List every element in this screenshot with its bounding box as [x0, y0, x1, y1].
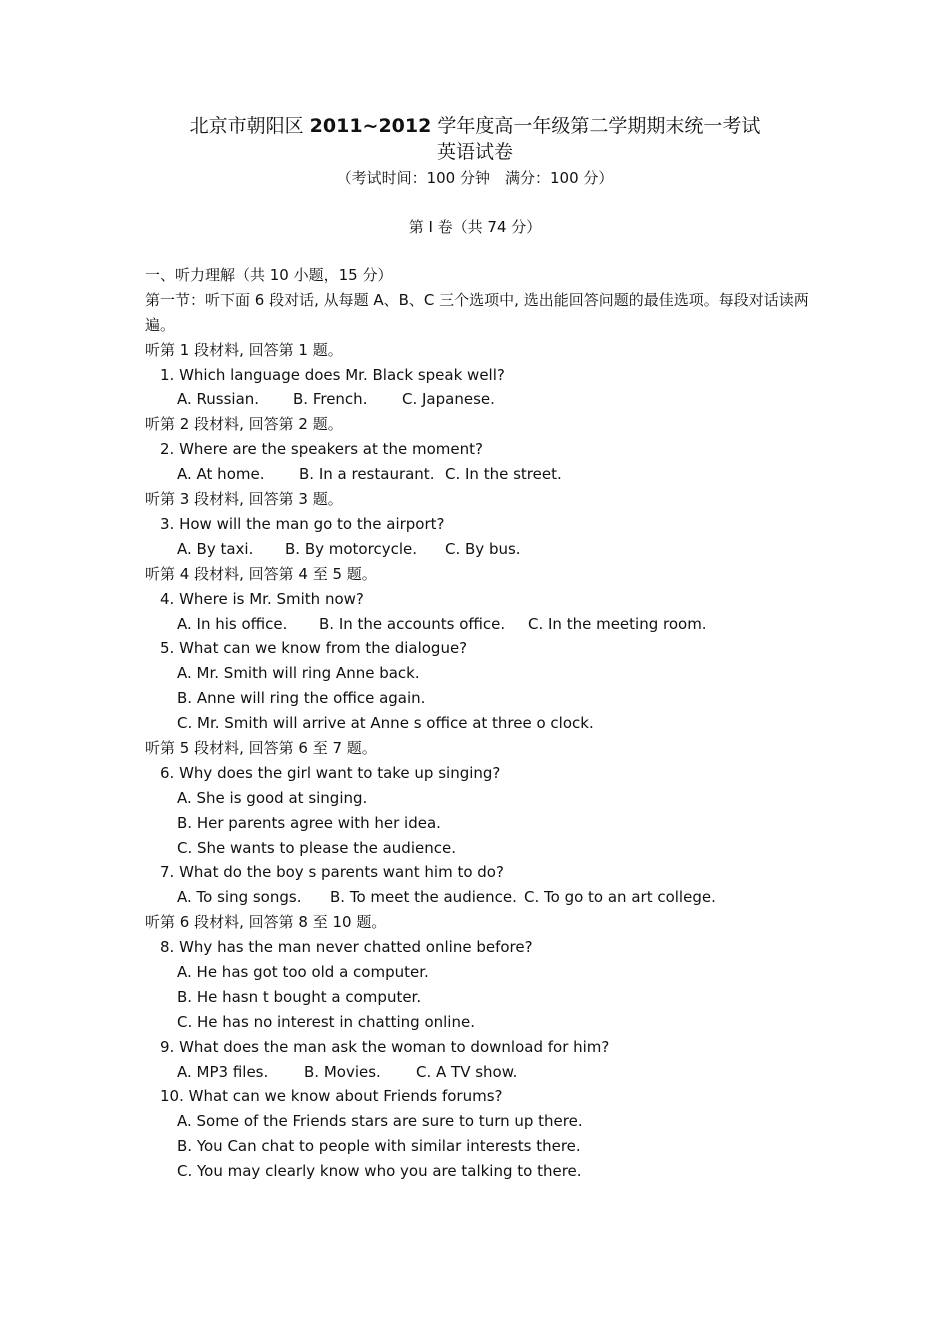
option-a: A. He has got too old a computer.	[177, 962, 429, 981]
option-c: C. A TV show.	[416, 1062, 518, 1081]
section-instruction: 第一节：听下面 6 段对话, 从每题 A、B、C 三个选项中, 选出能回答问题的最佳选项。每段对话读两遍。	[145, 290, 809, 334]
title-suffix: 学年度高一年级第二学期期末统一考试	[431, 115, 761, 137]
title-years: 2011~2012	[309, 115, 432, 137]
option-b: B. Movies.	[304, 1062, 381, 1081]
question-text: 1. Which language does Mr. Black speak well?	[160, 365, 505, 384]
question-text: 4. Where is Mr. Smith now?	[160, 589, 364, 608]
question-text: 2. Where are the speakers at the moment?	[160, 440, 483, 459]
question-text: 7. What do the boy s parents want him to do?	[160, 863, 504, 882]
group-label: 听第 3 段材料, 回答第 3 题。	[145, 490, 343, 509]
option-b: B. You Can chat to people with similar interests there.	[177, 1137, 581, 1156]
option-c: C. To go to an art college.	[524, 888, 716, 907]
group-label: 听第 1 段材料, 回答第 1 题。	[145, 340, 343, 359]
page-title	[0, 114, 950, 138]
option-a: A. To sing songs.	[177, 888, 302, 907]
exam-body	[145, 263, 815, 1184]
question-text: 8. Why has the man never chatted online before?	[160, 938, 533, 957]
section-heading: 一、听力理解（共 10 小题，15 分）	[145, 266, 393, 284]
option-c: C. Mr. Smith will arrive at Anne s office at three o clock.	[177, 714, 594, 733]
options-row	[145, 885, 815, 910]
exam-meta: （考试时间：100 分钟 满分：100 分）	[336, 169, 614, 187]
option-b: B. Her parents agree with her idea.	[177, 813, 441, 832]
option-a: A. In his office.	[177, 614, 288, 633]
group-label: 听第 4 段材料, 回答第 4 至 5 题。	[145, 564, 377, 583]
option-a: A. MP3 files.	[177, 1062, 269, 1081]
option-b: B. In the accounts office.	[319, 614, 506, 633]
option-a: A. Russian.	[177, 390, 260, 409]
part-heading: 第 I 卷（共 74 分）	[408, 218, 542, 236]
option-c: C. She wants to please the audience.	[177, 838, 456, 857]
question-text: 5. What can we know from the dialogue?	[160, 639, 468, 658]
options-row	[145, 537, 815, 562]
title-prefix: 北京市朝阳区	[189, 115, 310, 137]
option-b: B. By motorcycle.	[285, 539, 417, 558]
group-label: 听第 6 段材料, 回答第 8 至 10 题。	[145, 913, 387, 932]
option-a: A. She is good at singing.	[177, 788, 368, 807]
group-label: 听第 5 段材料, 回答第 6 至 7 题。	[145, 738, 377, 757]
option-b: B. To meet the audience.	[330, 888, 517, 907]
question-text: 6. Why does the girl want to take up singing?	[160, 763, 501, 782]
question-text: 3. How will the man go to the airport?	[160, 514, 445, 533]
page-subtitle: 英语试卷	[436, 141, 513, 163]
option-a: A. Some of the Friends stars are sure to turn up there.	[177, 1112, 583, 1131]
question-text: 9. What does the man ask the woman to download for him?	[160, 1037, 610, 1056]
option-c: C. By bus.	[445, 539, 521, 558]
option-b: B. He hasn t bought a computer.	[177, 987, 422, 1006]
option-c: C. In the meeting room.	[528, 614, 707, 633]
option-c: C. In the street.	[445, 465, 562, 484]
option-a: A. By taxi.	[177, 539, 254, 558]
group-label: 听第 2 段材料, 回答第 2 题。	[145, 415, 343, 434]
options-row	[145, 1060, 815, 1085]
options-row	[145, 462, 815, 487]
option-c: C. He has no interest in chatting online.	[177, 1012, 475, 1031]
options-row	[145, 612, 815, 637]
question-text: 10. What can we know about Friends forums?	[160, 1087, 503, 1106]
option-c: C. You may clearly know who you are talking to there.	[177, 1162, 582, 1181]
option-b: B. In a restaurant.	[299, 465, 435, 484]
option-a: A. Mr. Smith will ring Anne back.	[177, 664, 420, 683]
option-c: C. Japanese.	[402, 390, 495, 409]
options-row	[145, 387, 815, 412]
option-b: B. Anne will ring the office again.	[177, 689, 426, 708]
option-a: A. At home.	[177, 465, 265, 484]
option-b: B. French.	[293, 390, 368, 409]
